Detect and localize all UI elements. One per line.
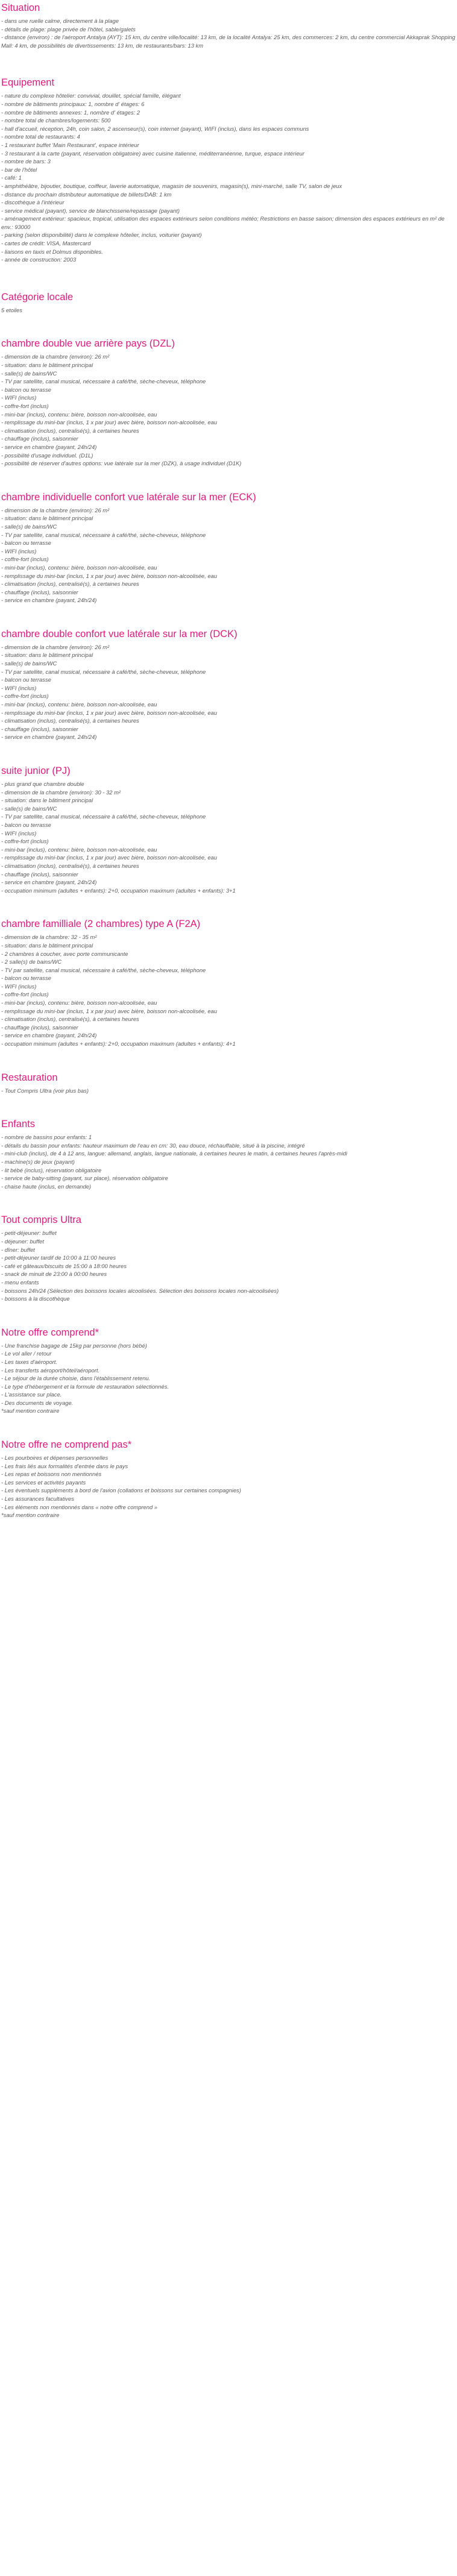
list-item: - boissons à la discothèque [1, 1295, 70, 1302]
list-item: - remplissage du mini-bar (inclus, 1 x par jour) avec bière, boisson non-alcoolisée, eau [1, 1007, 217, 1014]
equipement-heading: Equipement [1, 77, 55, 89]
list-item: - petit-déjeuner tardif de 10:00 à 11:00 heures [1, 1254, 116, 1261]
room-section [1, 337, 456, 467]
list-item: - 1 restaurant buffet 'Main Restaurant', espace intérieur [1, 141, 139, 148]
list-item: - climatisation (inclus), centralisé(s), à certaines heures [1, 1016, 139, 1023]
list-item: - service médical (payant), service de blanchisserie/repassage (payant) [1, 207, 180, 214]
list-item: - service en chambre (payant, 24h/24) [1, 734, 97, 741]
list-item: - chauffage (inclus), saisonnier [1, 1023, 78, 1031]
list-item: - lit bébé (inclus), réservation obligatoire [1, 1166, 102, 1173]
list-item: - 2 chambres à coucher, avec porte communicante [1, 950, 128, 957]
list-item: - coffre-fort (inclus) [1, 403, 49, 409]
list-item: - chaise haute (inclus, en demande) [1, 1183, 92, 1190]
list-item: - dimension de la chambre: 32 - 35 m² [1, 934, 97, 941]
list-item: - plus grand que chambre double [1, 781, 84, 787]
list-item: - distance (environ) : de l'aéroport Antalya (AYT): 15 km, du centre ville/localité: 13 km, de la localité Antalya: 25 km, des commerces: 2 km, du centre commercial Akkaprak Shopping Mall: 4 km, de possibilités de divertissements: 13 km, de restaurants/bars: 13 km [1, 34, 455, 49]
list-item: - nombre de bâtiments annexes: 1, nombre d' étages: 2 [1, 108, 140, 116]
categorie-value: 5 etoiles [1, 306, 22, 313]
list-item: - service de baby-sitting (payant, sur place), réservation obligatoire [1, 1175, 168, 1182]
list-item: - nature du complexe hôtelier: convivial, douillet, spécial famille, élégant [1, 92, 181, 99]
list-item: - Les services et activités payants [1, 1478, 86, 1486]
list-item: - remplissage du mini-bar (inclus, 1 x par jour) avec bière, boisson non-alcoolisée, eau [1, 709, 217, 716]
list-item: - balcon ou terrasse [1, 539, 51, 547]
list-item: - mini-bar (inclus), contenu: bière, boisson non-alcoolisée, eau [1, 701, 157, 708]
room-features-list [1, 643, 456, 741]
enfants-section [1, 1117, 456, 1190]
offre-comprend-section [1, 1326, 456, 1415]
list-item: - TV par satellite, canal musical, nécessaire à café/thé, sèche-cheveux, téléphone [1, 378, 206, 385]
list-item: *sauf mention contraire [1, 1407, 60, 1415]
tout-compris-section [1, 1213, 456, 1302]
list-item: - dîner: buffet [1, 1246, 35, 1253]
list-item: - TV par satellite, canal musical, nécessaire à café/thé, sèche-cheveux, téléphone [1, 966, 206, 973]
list-item: - TV par satellite, canal musical, nécessaire à café/thé, sèche-cheveux, téléphone [1, 531, 206, 538]
list-item: - mini-bar (inclus), contenu: bière, boisson non-alcoolisée, eau [1, 410, 157, 418]
list-item: - nombre de bâtiments principaux: 1, nombre d' étages: 6 [1, 100, 145, 107]
offre-comprend-list [1, 1342, 456, 1415]
situation-section [1, 1, 456, 49]
list-item: - service en chambre (payant, 24h/24) [1, 597, 97, 604]
list-item: - Des documents de voyage. [1, 1399, 74, 1406]
list-item: - situation: dans le bâtiment principal [1, 797, 93, 804]
list-item: - Les taxes d'aéroport. [1, 1358, 57, 1365]
offre-non-comprise-section [1, 1438, 456, 1519]
list-item: - bar de l'hôtel [1, 166, 37, 173]
list-item: - Les frais liés aux formalités d'entrée dans le pays [1, 1462, 128, 1469]
list-item: - service en chambre (payant, 24h/24) [1, 1032, 97, 1039]
situation-list [1, 17, 456, 49]
categorie-heading: Catégorie locale [1, 291, 74, 303]
list-item: - Le séjour de la durée choisie, dans l'établissement retenu. [1, 1375, 151, 1382]
list-item: - parking (selon disponibilité) dans le complexe hôtelier, inclus, voiturier (payant) [1, 231, 202, 239]
list-item: - climatisation (inclus), centralisé(s), à certaines heures [1, 862, 139, 869]
list-item: - situation: dans le bâtiment principal [1, 515, 93, 522]
offre-non-comprise-heading: Notre offre ne comprend pas* [1, 1439, 132, 1451]
list-item: - dans une ruelle calme, directement à la plage [1, 17, 119, 24]
list-item: - balcon ou terrasse [1, 676, 51, 683]
list-item: - situation: dans le bâtiment principal [1, 652, 93, 659]
list-item: - climatisation (inclus), centralisé(s), à certaines heures [1, 717, 139, 724]
list-item: - nombre de bars: 3 [1, 158, 51, 165]
list-item: - menu enfants [1, 1278, 39, 1286]
list-item: - hall d'accueil, réception, 24h, coin salon, 2 ascenseur(s), coin internet (payant), WIFI (inclus), dans les espaces communs [1, 125, 309, 132]
list-item: - aménagement extérieur: spacieux, tropical, utilisation des espaces extérieurs selon conditions météo; Restrictions en basse saison; dimension des espaces extérieurs en m² de env.: 93000 [1, 215, 445, 230]
room-features-list [1, 353, 456, 467]
list-item: - détails de plage: plage privée de l'hôtel, sable/galets [1, 25, 136, 33]
room-heading: chambre double confort vue latérale sur la mer (DCK) [1, 628, 238, 639]
room-heading: suite junior (PJ) [1, 765, 71, 776]
list-item: - mini-bar (inclus), contenu: bière, boisson non-alcoolisée, eau [1, 564, 157, 571]
list-item: - chauffage (inclus), saisonnier [1, 435, 78, 442]
list-item: - discothèque à l'intérieur [1, 199, 65, 206]
offre-comprend-heading: Notre offre comprend* [1, 1327, 99, 1338]
list-item: - année de construction: 2003 [1, 256, 77, 263]
restauration-list [1, 1087, 456, 1095]
list-item: - amphithéâtre, bijoutier, boutique, coiffeur, laverie automatique, magasin de souvenirs, magasin(s), mini-marché, salle TV, salon de jeux [1, 182, 342, 189]
list-item: - occupation minimum (adultes + enfants): 2+0, occupation maximum (adultes + enfants): 3+1 [1, 887, 236, 894]
list-item: - détails du bassin pour enfants: hauteur maximum de l'eau en cm: 30, eau douce, réchauffable, situé à la piscine, intégré [1, 1142, 305, 1149]
list-item: - WIFI (inclus) [1, 394, 37, 401]
list-item: - salle(s) de bains/WC [1, 369, 57, 377]
list-item: - Les repas et boissons non mentionnés [1, 1471, 102, 1478]
room-section [1, 917, 456, 1048]
list-item: - dimension de la chambre (environ): 26 m² [1, 643, 110, 650]
list-item: - coffre-fort (inclus) [1, 838, 49, 845]
list-item: - balcon ou terrasse [1, 975, 51, 982]
list-item: - occupation minimum (adultes + enfants): 2+0, occupation maximum (adultes + enfants): 4+1 [1, 1040, 236, 1048]
enfants-list [1, 1133, 456, 1190]
list-item: - salle(s) de bains/WC [1, 805, 57, 812]
list-item: - service en chambre (payant, 24h/24) [1, 879, 97, 886]
list-item: - café: 1 [1, 174, 22, 181]
list-item: - Les éventuels suppléments à bord de l'avion (collations et boissons sur certaines compagnies) [1, 1487, 241, 1494]
list-item: - remplissage du mini-bar (inclus, 1 x par jour) avec bière, boisson non-alcoolisée, eau [1, 419, 217, 426]
list-item: - chauffage (inclus), saisonnier [1, 588, 78, 595]
list-item: - L'assistance sur place. [1, 1391, 62, 1398]
list-item: - Les éléments non mentionnés dans « notre offre comprend » [1, 1503, 158, 1510]
list-item: - Les transferts aéroport/hôtel/aéroport. [1, 1366, 100, 1374]
list-item: - salle(s) de bains/WC [1, 523, 57, 530]
list-item: - balcon ou terrasse [1, 386, 51, 393]
list-item: - Les pourboires et dépenses personnelles [1, 1454, 109, 1462]
list-item: - coffre-fort (inclus) [1, 556, 49, 563]
room-features-list [1, 506, 456, 605]
list-item: - salle(s) de bains/WC [1, 660, 57, 667]
equipement-list [1, 92, 456, 263]
list-item: - Le type d'hébergement et la formule de restauration sélectionnés. [1, 1383, 169, 1390]
list-item: - cartes de crédit: VISA, Mastercard [1, 240, 91, 247]
list-item: - 2 salle(s) de bains/WC [1, 958, 62, 966]
room-features-list [1, 780, 456, 894]
list-item: - petit-déjeuner: buffet [1, 1230, 57, 1237]
list-item: - possibilité de réserver d'autres options: vue latérale sur la mer (DZK), à usage individuel (D1K) [1, 460, 242, 467]
list-item: - déjeuner: buffet [1, 1237, 44, 1245]
categorie-section [1, 291, 456, 315]
list-item: - possibilité d'usage individuel. (D1L) [1, 451, 93, 459]
list-item: - snack de minuit de 23:00 à 00:00 heures [1, 1271, 107, 1278]
room-section [1, 764, 456, 894]
list-item: - mini-bar (inclus), contenu: bière, boisson non-alcoolisée, eau [1, 999, 157, 1007]
list-item: - mini-club (inclus), de 4 à 12 ans, langue: allemand, anglais, langue nationale, à certaines heures le matin, à certaines heures l'après-midi [1, 1150, 347, 1157]
list-item: - balcon ou terrasse [1, 821, 51, 828]
room-heading: chambre double vue arrière pays (DZL) [1, 338, 175, 350]
offre-non-comprise-list [1, 1454, 456, 1519]
restauration-section [1, 1071, 456, 1095]
list-item: - remplissage du mini-bar (inclus, 1 x par jour) avec bière, boisson non-alcoolisée, eau [1, 572, 217, 579]
tout-compris-list [1, 1229, 456, 1302]
list-item: - WIFI (inclus) [1, 547, 37, 554]
list-item: - coffre-fort (inclus) [1, 991, 49, 998]
list-item: - liaisons en taxis et Dolmus disponibles. [1, 248, 103, 255]
list-item: - remplissage du mini-bar (inclus, 1 x par jour) avec bière, boisson non-alcoolisée, eau [1, 854, 217, 861]
equipement-section [1, 76, 456, 263]
list-item: - mini-bar (inclus), contenu: bière, boisson non-alcoolisée, eau [1, 846, 157, 853]
list-item: - TV par satellite, canal musical, nécessaire à café/thé, sèche-cheveux, téléphone [1, 668, 206, 675]
list-item: - 3 restaurant à la carte (payant, réservation obligatoire) avec cuisine italienne, méditerranéenne, turque, espace intérieur [1, 149, 304, 157]
list-item: - Les assurances facultatives [1, 1495, 74, 1503]
list-item: - situation: dans le bâtiment principal [1, 941, 93, 949]
list-item: - Le vol aller / retour [1, 1350, 52, 1357]
list-item: - nombre total de chambres/logements: 500 [1, 117, 111, 124]
list-item: - climatisation (inclus), centralisé(s), à certaines heures [1, 427, 139, 434]
list-item: - Une franchise bagage de 15kg par personne (hors bébé) [1, 1342, 147, 1349]
tout-compris-heading: Tout compris Ultra [1, 1214, 81, 1226]
list-item: - TV par satellite, canal musical, nécessaire à café/thé, sèche-cheveux, téléphone [1, 813, 206, 820]
list-item: - café et gâteaux/biscuits de 15:00 à 18:00 heures [1, 1262, 127, 1269]
list-item: - distance du prochain distributeur automatique de billets/DAB: 1 km [1, 190, 172, 198]
list-item: - boissons 24h/24 (Sélection des boissons locales alcoolisées. Sélection des boissons locales non-alcoolisées) [1, 1287, 279, 1294]
room-features-list [1, 933, 456, 1048]
list-item: - nombre total de restaurants: 4 [1, 133, 80, 140]
list-item: - WIFI (inclus) [1, 684, 37, 691]
list-item: - dimension de la chambre (environ): 26 m² [1, 506, 110, 514]
room-section [1, 627, 456, 741]
situation-heading: Situation [1, 2, 40, 13]
list-item: *sauf mention contraire [1, 1512, 60, 1519]
list-item: - Tout Compris Ultra (voir plus bas) [1, 1087, 89, 1094]
list-item: - chauffage (inclus), saisonnier [1, 725, 78, 732]
room-section [1, 491, 456, 605]
list-item: - chauffage (inclus), saisonnier [1, 870, 78, 878]
restauration-heading: Restauration [1, 1072, 58, 1083]
room-heading: chambre individuelle confort vue latérale sur la mer (ECK) [1, 491, 256, 503]
list-item: - climatisation (inclus), centralisé(s), à certaines heures [1, 580, 139, 588]
list-item: - WIFI (inclus) [1, 829, 37, 837]
enfants-heading: Enfants [1, 1119, 35, 1130]
list-item: - dimension de la chambre (environ): 30 - 32 m² [1, 788, 121, 796]
list-item: - dimension de la chambre (environ): 26 m² [1, 353, 110, 360]
list-item: - machine(s) de jeux (payant) [1, 1158, 75, 1165]
list-item: - WIFI (inclus) [1, 982, 37, 990]
list-item: - service en chambre (payant, 24h/24) [1, 443, 97, 450]
list-item: - situation: dans le bâtiment principal [1, 362, 93, 369]
list-item: - coffre-fort (inclus) [1, 693, 49, 700]
list-item: - nombre de bassins pour enfants: 1 [1, 1134, 92, 1141]
room-heading: chambre familliale (2 chambres) type A (F2A) [1, 919, 201, 930]
